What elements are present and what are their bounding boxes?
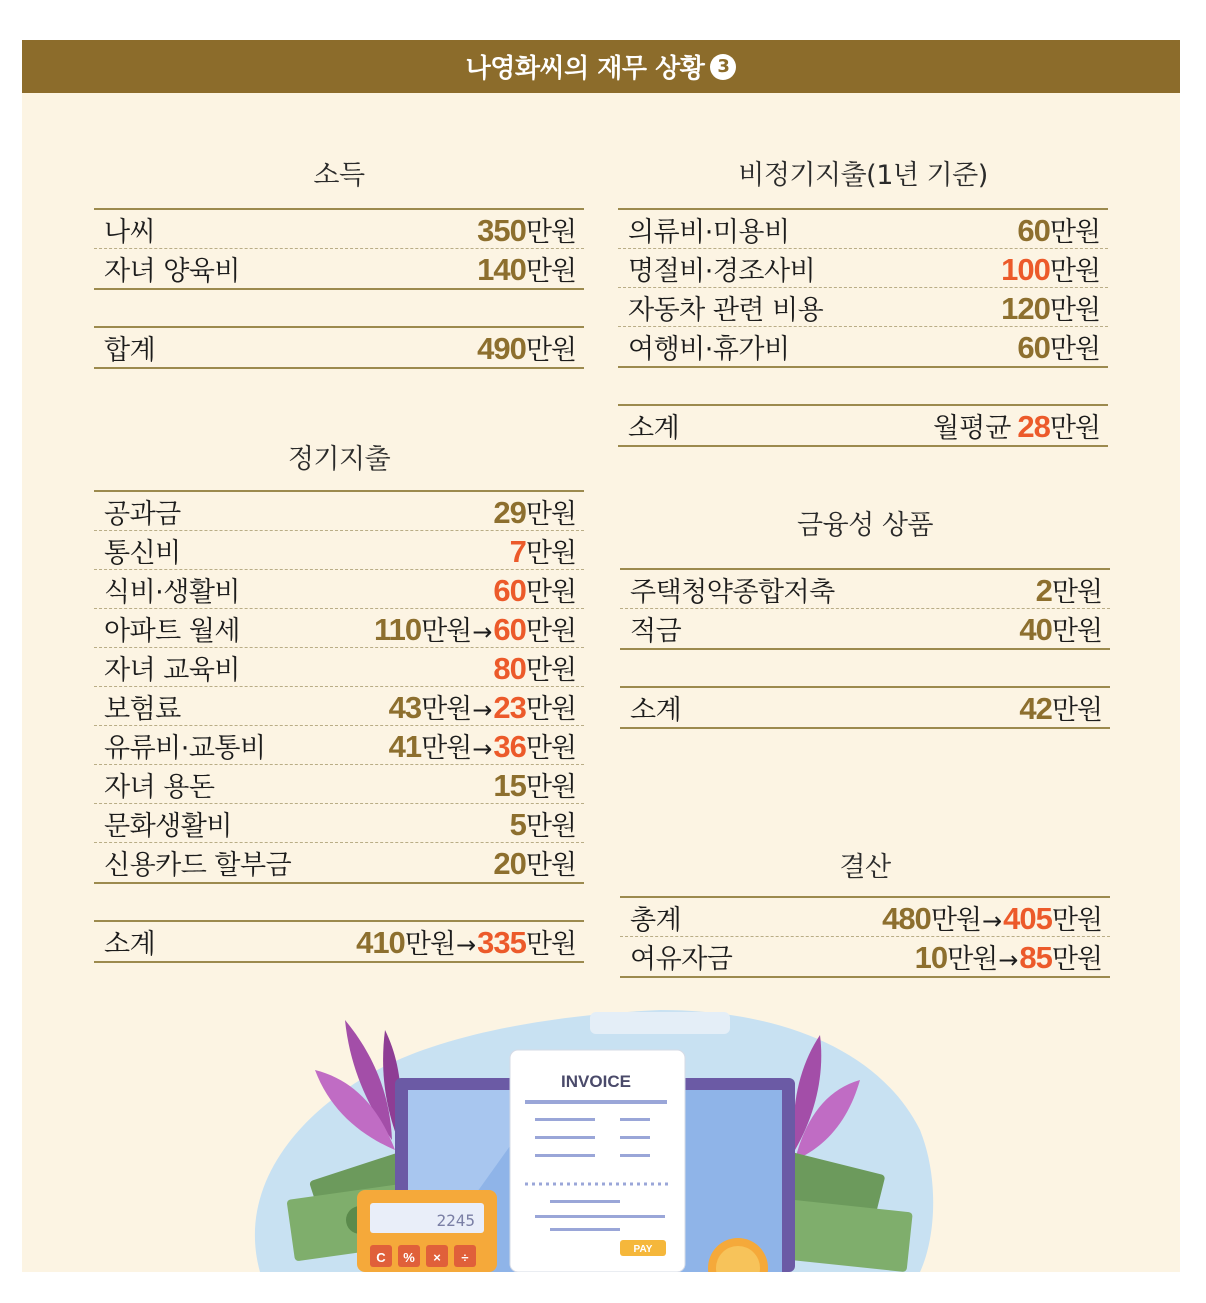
amount-unit: 만원 <box>421 732 472 764</box>
row-value <box>1017 327 1100 366</box>
settlement-table <box>620 896 1110 978</box>
table-row <box>94 726 584 765</box>
table-row <box>94 804 584 843</box>
calculator-key: × <box>433 1250 441 1265</box>
financial-product-table <box>620 568 1110 650</box>
amount-number-new: 85 <box>1019 940 1052 975</box>
amount-number: 350 <box>477 212 526 248</box>
amount-unit: 만원 <box>421 615 472 647</box>
amount-number: 60 <box>493 572 526 608</box>
calculator-key: % <box>403 1250 415 1265</box>
income-table <box>94 208 584 290</box>
table-row <box>94 609 584 648</box>
row-label: 여행비·휴가비 <box>628 334 790 365</box>
amount-number: 43 <box>388 689 422 725</box>
amount-number-new: 335 <box>477 925 526 960</box>
table-row <box>620 937 1110 976</box>
table-row <box>94 843 584 882</box>
settlement-title: 결산 <box>839 852 891 883</box>
amount-number: 20 <box>493 846 526 881</box>
regular-expense-total <box>94 920 584 963</box>
amount-unit: 만원 <box>1051 576 1102 608</box>
amount-unit: 만원 <box>421 693 472 725</box>
amount-number: 42 <box>1019 691 1052 726</box>
row-label: 의류비·미용비 <box>628 216 790 248</box>
row-label: 총계 <box>630 904 682 936</box>
regular-expense-table <box>94 490 584 884</box>
table-row <box>620 570 1110 609</box>
total-row <box>94 922 584 961</box>
row-value <box>882 898 1102 937</box>
table-row <box>618 288 1108 327</box>
amount-number: 60 <box>1017 212 1050 248</box>
row-value <box>477 249 576 288</box>
irregular-expense-total <box>618 404 1108 447</box>
calculator-key: C <box>376 1250 386 1265</box>
amount-number: 10 <box>914 940 948 975</box>
amount-number: 15 <box>493 767 526 803</box>
table-row <box>618 210 1108 249</box>
finance-illustration <box>220 1010 940 1272</box>
row-value <box>915 937 1102 976</box>
irregular-expense-section <box>618 158 1108 447</box>
table-row <box>94 531 584 570</box>
amount-number-new: 405 <box>1003 900 1052 936</box>
amount-unit: 만원 <box>525 498 576 530</box>
amount-number-new: 36 <box>493 728 526 764</box>
amount-number: 7 <box>509 533 526 569</box>
table-row <box>620 609 1110 648</box>
row-value <box>933 406 1100 445</box>
page-title: 나영화씨의 재무 상황 <box>465 54 705 84</box>
amount-number: 2 <box>1035 572 1052 608</box>
row-label: 유류비·교통비 <box>104 732 266 764</box>
row-label: 소계 <box>104 929 156 960</box>
amount-unit: 만원 <box>404 929 455 960</box>
row-label: 소계 <box>630 695 682 726</box>
invoice-label: INVOICE <box>561 1072 631 1091</box>
row-label: 식비·생활비 <box>104 576 240 608</box>
amount-unit: 만원 <box>1049 216 1100 248</box>
row-value <box>1001 249 1100 288</box>
row-label: 자녀 용돈 <box>104 771 215 803</box>
amount-unit: 만원 <box>525 693 576 725</box>
amount-unit: 만원 <box>930 904 981 936</box>
financial-product-total <box>620 686 1110 729</box>
row-label: 소계 <box>628 413 680 444</box>
amount-unit: 만원 <box>525 732 576 764</box>
amount-unit: 만원 <box>525 850 576 881</box>
table-row <box>618 327 1108 366</box>
financial-product-title: 금융성 상품 <box>797 510 933 541</box>
calculator-display: 2245 <box>436 1211 475 1230</box>
table-row <box>94 249 584 288</box>
row-label: 아파트 월세 <box>104 615 240 647</box>
row-value <box>1017 210 1100 249</box>
arrow-icon: → <box>472 695 493 724</box>
row-value <box>1019 688 1102 727</box>
row-value <box>493 843 576 882</box>
row-value <box>477 328 576 367</box>
amount-unit: 만원 <box>1051 695 1102 726</box>
amount-unit: 만원 <box>525 216 576 248</box>
amount-number-new: 23 <box>493 689 526 725</box>
title-number-badge: 3 <box>710 54 736 80</box>
amount-unit: 만원 <box>947 944 998 975</box>
amount-number: 480 <box>882 900 931 936</box>
total-row <box>94 328 584 367</box>
income-total <box>94 326 584 369</box>
table-row <box>618 249 1108 288</box>
amount-number: 100 <box>1001 251 1050 287</box>
table-row <box>94 210 584 249</box>
row-value <box>510 804 576 843</box>
total-row <box>618 406 1108 445</box>
row-value <box>389 726 576 765</box>
row-value <box>493 648 576 687</box>
table-row <box>94 765 584 804</box>
amount-number: 110 <box>374 611 422 647</box>
amount-unit: 만원 <box>1051 616 1102 647</box>
amount-number: 120 <box>1001 290 1050 326</box>
calculator-icon <box>357 1190 497 1272</box>
row-label: 공과금 <box>104 498 181 530</box>
row-label: 신용카드 할부금 <box>104 850 292 881</box>
amount-unit: 만원 <box>1051 944 1102 975</box>
row-label: 주택청약종합저축 <box>630 576 835 608</box>
settlement-section <box>620 850 1110 978</box>
amount-unit: 만원 <box>525 810 576 842</box>
row-value <box>1019 609 1102 648</box>
pay-label: PAY <box>633 1244 653 1255</box>
row-value <box>1036 570 1102 609</box>
arrow-icon: → <box>981 906 1003 935</box>
arrow-icon: → <box>455 931 477 959</box>
amount-number: 140 <box>477 252 526 287</box>
amount-number: 29 <box>493 494 526 530</box>
amount-unit: 만원 <box>525 615 576 647</box>
title-banner <box>22 40 1180 93</box>
amount-unit: 만원 <box>1049 334 1100 365</box>
income-section <box>94 158 584 369</box>
amount-unit: 만원 <box>1049 294 1100 326</box>
row-label: 보험료 <box>104 693 181 725</box>
amount-number-new: 60 <box>493 611 526 647</box>
amount-unit: 만원 <box>1049 413 1100 444</box>
row-label: 여유자금 <box>630 944 733 975</box>
table-row <box>94 492 584 531</box>
amount-number: 5 <box>509 806 526 842</box>
amount-unit: 만원 <box>525 256 576 287</box>
arrow-icon: → <box>472 617 493 646</box>
amount-number: 40 <box>1019 612 1052 647</box>
arrow-icon: → <box>472 734 493 763</box>
income-title: 소득 <box>313 160 365 191</box>
total-row <box>620 688 1110 727</box>
row-label: 자녀 양육비 <box>104 256 240 287</box>
financial-product-section <box>620 508 1110 729</box>
row-value <box>374 609 576 648</box>
table-row <box>94 570 584 609</box>
regular-expense-section <box>94 442 584 963</box>
amount-number: 28 <box>1017 409 1050 444</box>
amount-unit: 만원 <box>1049 255 1100 287</box>
table-row <box>94 687 584 726</box>
row-label: 자녀 교육비 <box>104 654 240 686</box>
row-label: 문화생활비 <box>104 810 232 842</box>
amount-unit: 만원 <box>525 771 576 803</box>
amount-number: 490 <box>477 331 526 366</box>
row-value <box>1001 288 1100 327</box>
row-label: 명절비·경조사비 <box>628 255 816 287</box>
amount-unit: 만원 <box>525 929 576 960</box>
amount-number: 80 <box>493 650 526 686</box>
amount-unit: 만원 <box>525 654 576 686</box>
row-label: 합계 <box>104 335 156 366</box>
row-value <box>493 570 576 609</box>
amount-number: 60 <box>1017 330 1050 365</box>
regular-expense-title: 정기지출 <box>287 444 391 475</box>
table-row <box>94 648 584 687</box>
amount-number: 41 <box>388 728 422 764</box>
row-value <box>493 765 576 804</box>
amount-prefix: 월평균 <box>933 413 1012 444</box>
irregular-expense-table <box>618 208 1108 368</box>
amount-unit: 만원 <box>1051 904 1102 936</box>
row-label: 적금 <box>630 616 682 647</box>
irregular-expense-title: 비정기지출(1년 기준) <box>738 160 988 191</box>
row-label: 나씨 <box>104 216 156 248</box>
row-label: 통신비 <box>104 537 181 569</box>
amount-number: 410 <box>356 925 405 960</box>
amount-unit: 만원 <box>525 576 576 608</box>
row-value <box>356 922 576 961</box>
table-row <box>620 898 1110 937</box>
row-label: 자동차 관련 비용 <box>628 294 824 326</box>
row-value <box>493 492 576 531</box>
arrow-icon: → <box>998 946 1019 974</box>
row-value <box>477 210 576 249</box>
row-value <box>389 687 576 726</box>
calculator-key: ÷ <box>461 1250 469 1265</box>
amount-unit: 만원 <box>525 335 576 366</box>
amount-unit: 만원 <box>525 537 576 569</box>
row-value <box>510 531 576 570</box>
